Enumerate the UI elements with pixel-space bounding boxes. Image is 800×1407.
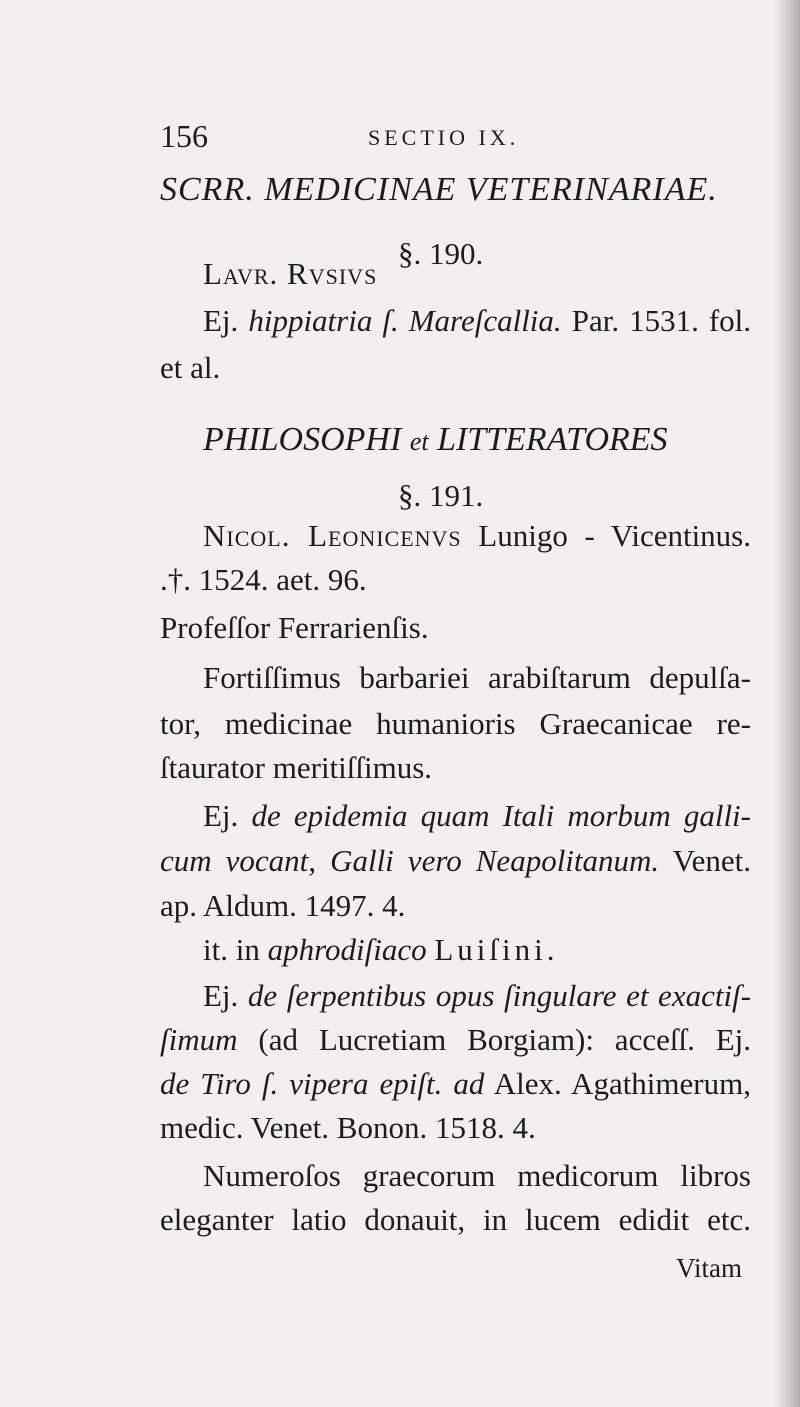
heading-part-1: PHILOSOPHI — [203, 421, 402, 458]
work2-line-1 — [203, 978, 751, 1014]
work-title: de epidemia quam Itali morbum galli- — [251, 798, 751, 833]
work1-line-2 — [160, 843, 751, 879]
section-heading-philosophers — [203, 422, 751, 460]
praise-line-1: Fortiſſimus barbariei arabiſtarum depulſa- — [203, 660, 751, 695]
ej-abbrev: Ej. — [203, 978, 239, 1013]
note-line-1: Numeroſos graecorum medicorum libros — [203, 1158, 751, 1193]
author-line-leonicenus — [203, 518, 751, 554]
imprint: Par. 1531. fol. — [571, 303, 752, 338]
note-line-2: eleganter latio donauit, in lucem edidit etc. — [160, 1202, 751, 1237]
work1-line-1 — [203, 798, 751, 834]
praise-line-2: tor, medicinae humanioris Graecanicae re- — [160, 706, 751, 741]
imprint: Venet. — [672, 843, 751, 878]
running-head: SECTIO IX. — [368, 125, 520, 150]
work-title: cum vocant, Galli vero Neapolitanum. — [160, 843, 660, 878]
work-title: de ſerpentibus opus ſingulare et exactiſ- — [247, 978, 751, 1013]
work1-line-3: ap. Aldum. 1497. 4. — [160, 888, 406, 923]
entry-rusius-line-1 — [203, 303, 751, 339]
page-number: 156 — [160, 118, 208, 154]
work-title: aphrodiſiaco — [267, 932, 427, 967]
imprint: (ad Lucretiam Borgiam): acceſſ. Ej. — [258, 1022, 751, 1057]
editor-name: Luiſini. — [434, 932, 559, 967]
author-name-rusius: Lavr. Rvsivs — [203, 256, 378, 291]
ej-abbrev: Ej. — [203, 303, 239, 338]
author-name-leonicenus: Nicol. Leonicenvs — [203, 518, 462, 553]
paragraph-number-191: §. 191. — [398, 478, 484, 513]
profession-line: Profeſſor Ferrarienſis. — [160, 610, 429, 645]
catchword: Vitam — [676, 1253, 742, 1283]
heading-part-2: et — [409, 427, 429, 456]
work2-line-3 — [160, 1066, 751, 1102]
work2-line-2 — [160, 1022, 751, 1058]
death-date: .†. 1524. aet. 96. — [160, 562, 367, 597]
heading-part-3: LITTERATORES — [437, 421, 668, 458]
praise-line-3: ſtaurator meritiſſimus. — [160, 750, 433, 785]
page-edge-shadow — [774, 0, 800, 1407]
recipient: Alex. Agathimerum, — [493, 1066, 751, 1101]
author-origin: Lunigo - Vicentinus. — [478, 518, 752, 553]
work1-it-line — [203, 932, 559, 968]
work-title: hippiatria ſ. Mareſcallia. — [248, 303, 562, 338]
ej-abbrev: Ej. — [203, 798, 239, 833]
entry-rusius-line-2: et al. — [160, 350, 221, 385]
work2-line-4: medic. Venet. Bonon. 1518. 4. — [160, 1110, 536, 1145]
work-title: ſimum — [160, 1022, 238, 1057]
it-prefix: it. in — [203, 932, 260, 967]
section-heading-veterinary: SCRR. MEDICINAE VETERINARIAE. — [160, 171, 718, 208]
paragraph-number-190: §. 190. — [398, 236, 484, 271]
work-title: de Tiro ſ. vipera epiſt. ad — [160, 1066, 485, 1101]
